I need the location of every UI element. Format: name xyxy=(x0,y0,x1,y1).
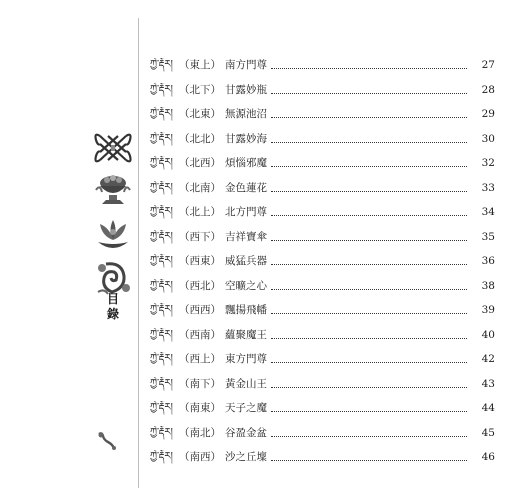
toc-entry[interactable] xyxy=(150,101,495,121)
entry-title: 煩惱邪魔 xyxy=(225,157,267,169)
entry-page: 28 xyxy=(481,83,495,96)
entry-page: 33 xyxy=(481,181,495,194)
toc-entry[interactable] xyxy=(150,371,495,391)
tibetan-label: ཀྱེ་རྡོར། xyxy=(150,426,173,438)
entry-title: 天子之魔 xyxy=(225,402,267,414)
entry-page: 35 xyxy=(481,230,495,243)
entry-position: （南西） xyxy=(179,451,221,463)
dot-leader xyxy=(271,116,467,118)
entry-page: 27 xyxy=(481,59,495,71)
entry-page: 29 xyxy=(481,108,495,120)
dot-leader xyxy=(271,214,467,216)
toc-entry[interactable] xyxy=(150,77,495,97)
entry-title: 甘露妙海 xyxy=(225,132,267,145)
dot-leader xyxy=(271,288,467,290)
ruyi-scroll-icon xyxy=(96,430,118,452)
toc-entry[interactable] xyxy=(150,346,495,366)
entry-title: 沙之丘壈 xyxy=(225,451,267,463)
entry-position: （西北） xyxy=(179,279,221,292)
dot-leader xyxy=(271,190,467,192)
toc-entry[interactable] xyxy=(150,224,495,244)
entry-page: 32 xyxy=(481,157,495,169)
side-title-char: 目 xyxy=(106,292,119,306)
entry-title: 甘露妙瓶 xyxy=(225,83,267,96)
dot-leader xyxy=(271,92,467,94)
dot-leader xyxy=(271,337,467,339)
side-title-char: 錄 xyxy=(106,307,119,321)
vertical-divider xyxy=(138,18,139,488)
entry-position: （南北） xyxy=(179,426,221,439)
toc-entry[interactable] xyxy=(150,395,495,415)
entry-position: （南下） xyxy=(179,377,221,390)
toc-entry[interactable] xyxy=(150,322,495,342)
entry-position: （西下） xyxy=(179,230,221,243)
tibetan-label: ཀྱེ་རྡོར། xyxy=(150,353,173,364)
tibetan-label: ཀྱེ་རྡོར། xyxy=(150,157,173,168)
dot-leader xyxy=(271,410,467,412)
entry-page: 46 xyxy=(481,451,495,463)
dot-leader xyxy=(271,141,467,143)
side-title xyxy=(105,292,121,322)
dot-leader xyxy=(271,459,467,461)
tibetan-label: ཀྱེ་རྡོར། xyxy=(150,328,173,340)
entry-page: 39 xyxy=(481,304,495,316)
dot-leader xyxy=(271,386,467,388)
entry-position: （西上） xyxy=(179,353,221,365)
toc-entry[interactable] xyxy=(150,273,495,293)
entry-page: 36 xyxy=(481,255,495,267)
entry-position: （西西） xyxy=(179,304,221,316)
entry-title: 空曠之心 xyxy=(225,279,267,292)
entry-title: 威猛兵器 xyxy=(225,255,267,267)
entry-page: 34 xyxy=(481,206,495,218)
toc-entry[interactable] xyxy=(150,175,495,195)
toc-entry[interactable] xyxy=(150,150,495,170)
entry-position: （北南） xyxy=(179,181,221,194)
toc-entry[interactable] xyxy=(150,444,495,464)
tibetan-label: ཀྱེ་རྡོར། xyxy=(150,377,173,389)
treasure-vase-icon xyxy=(92,170,134,210)
dot-leader xyxy=(271,435,467,437)
entry-title: 吉祥寶傘 xyxy=(225,230,267,243)
entry-position: （北西） xyxy=(179,157,221,169)
tibetan-label: ཀྱེ་རྡོར། xyxy=(150,59,173,70)
entry-page: 38 xyxy=(481,279,495,292)
entry-position: （北東） xyxy=(179,108,221,120)
tibetan-label: ཀྱེ་རྡོར། xyxy=(150,83,173,95)
tibetan-label: ཀྱེ་རྡོར། xyxy=(150,451,173,462)
entry-title: 蘊聚魔王 xyxy=(225,328,267,341)
entry-position: （西東） xyxy=(179,255,221,267)
tibetan-label: ཀྱེ་རྡོར། xyxy=(150,230,173,242)
entry-page: 30 xyxy=(481,132,495,145)
entry-position: （北北） xyxy=(179,132,221,145)
endless-knot-icon xyxy=(92,128,134,168)
entry-title: 金色蓮花 xyxy=(225,181,267,194)
entry-page: 43 xyxy=(481,377,495,390)
tibetan-label: ཀྱེ་རྡོར། xyxy=(150,255,173,266)
entry-page: 40 xyxy=(481,328,495,341)
entry-page: 44 xyxy=(481,402,495,414)
tibetan-label: ཀྱེ་རྡོར། xyxy=(150,181,173,193)
toc-entry[interactable] xyxy=(150,126,495,146)
dot-leader xyxy=(271,67,467,69)
tibetan-label: ཀྱེ་རྡོར། xyxy=(150,304,173,315)
entry-position: （東上） xyxy=(179,59,221,71)
dot-leader xyxy=(271,165,467,167)
dot-leader xyxy=(271,312,467,314)
toc-entry[interactable] xyxy=(150,420,495,440)
toc-entry[interactable] xyxy=(150,297,495,317)
tibetan-label: ཀྱེ་རྡོར། xyxy=(150,206,173,217)
dot-leader xyxy=(271,239,467,241)
dot-leader xyxy=(271,361,467,363)
toc-entry[interactable] xyxy=(150,52,495,72)
entry-position: （西南） xyxy=(179,328,221,341)
dot-leader xyxy=(271,263,467,265)
entry-title: 南方門尊 xyxy=(225,59,267,71)
entry-page: 42 xyxy=(481,353,495,365)
tibetan-label: ཀྱེ་རྡོར། xyxy=(150,402,173,413)
entry-title: 北方門尊 xyxy=(225,206,267,218)
entry-position: （南東） xyxy=(179,402,221,414)
entry-position: （北上） xyxy=(179,206,221,218)
entry-page: 45 xyxy=(481,426,495,439)
tibetan-label: ཀྱེ་རྡོར། xyxy=(150,279,173,291)
entry-title: 無源池沼 xyxy=(225,108,267,120)
entry-title: 飄揚飛幡 xyxy=(225,304,267,316)
toc-entry[interactable] xyxy=(150,199,495,219)
entry-title: 黃金山王 xyxy=(225,377,267,390)
lotus-icon xyxy=(92,214,134,254)
tibetan-label: ཀྱེ་རྡོར། xyxy=(150,132,173,144)
entry-title: 谷盈金盆 xyxy=(225,426,267,439)
tibetan-label: ཀྱེ་རྡོར། xyxy=(150,108,173,119)
entry-title: 東方門尊 xyxy=(225,353,267,365)
toc-entry[interactable] xyxy=(150,248,495,268)
entry-position: （北下） xyxy=(179,83,221,96)
